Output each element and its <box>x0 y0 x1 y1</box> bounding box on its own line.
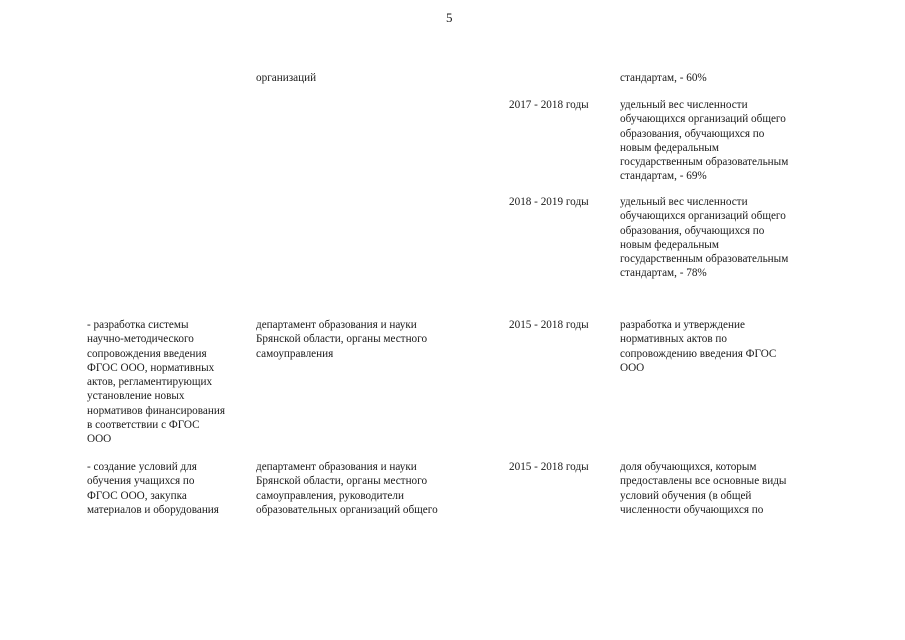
row-4-period: 2015 - 2018 годы <box>509 461 589 473</box>
row-1-indicator: удельный вес численности обучающихся организаций общего образования, обучающихся по новым федеральным государственным образовательным стандартам, - 69% <box>620 99 789 183</box>
row-4-executor: департамент образования и науки Брянской области, органы местного самоуправления, руководители образовательных организаций общего <box>256 461 438 516</box>
row-0-indicator: стандартам, - 60% <box>620 72 707 84</box>
row-3-period: 2015 - 2018 годы <box>509 319 589 331</box>
row-2-period: 2018 - 2019 годы <box>509 196 589 208</box>
row-3-indicator: разработка и утверждение нормативных актов по сопровождению введения ФГОС ООО <box>620 319 777 374</box>
row-4-activity: - создание условий для обучения учащихся по ФГОС ООО, закупка материалов и оборудования <box>87 461 219 516</box>
row-1-period: 2017 - 2018 годы <box>509 99 589 111</box>
row-3-executor: департамент образования и науки Брянской области, органы местного самоуправления <box>256 319 428 360</box>
row-2-indicator: удельный вес численности обучающихся организаций общего образования, обучающихся по новым федеральным государственным образовательным стандартам, - 78% <box>620 196 789 280</box>
row-0-executor: организаций <box>256 72 317 84</box>
page-number: 5 <box>446 10 453 25</box>
row-4-indicator: доля обучающихся, которым предоставлены все основные виды условий обучения (в общей численности обучающихся по <box>620 461 787 516</box>
row-3-activity: - разработка системы научно-методического сопровождения введения ФГОС ООО, нормативных актов, регламентирующих установление новых нормативов финансирования в соответствии с ФГОС ООО <box>87 319 225 446</box>
